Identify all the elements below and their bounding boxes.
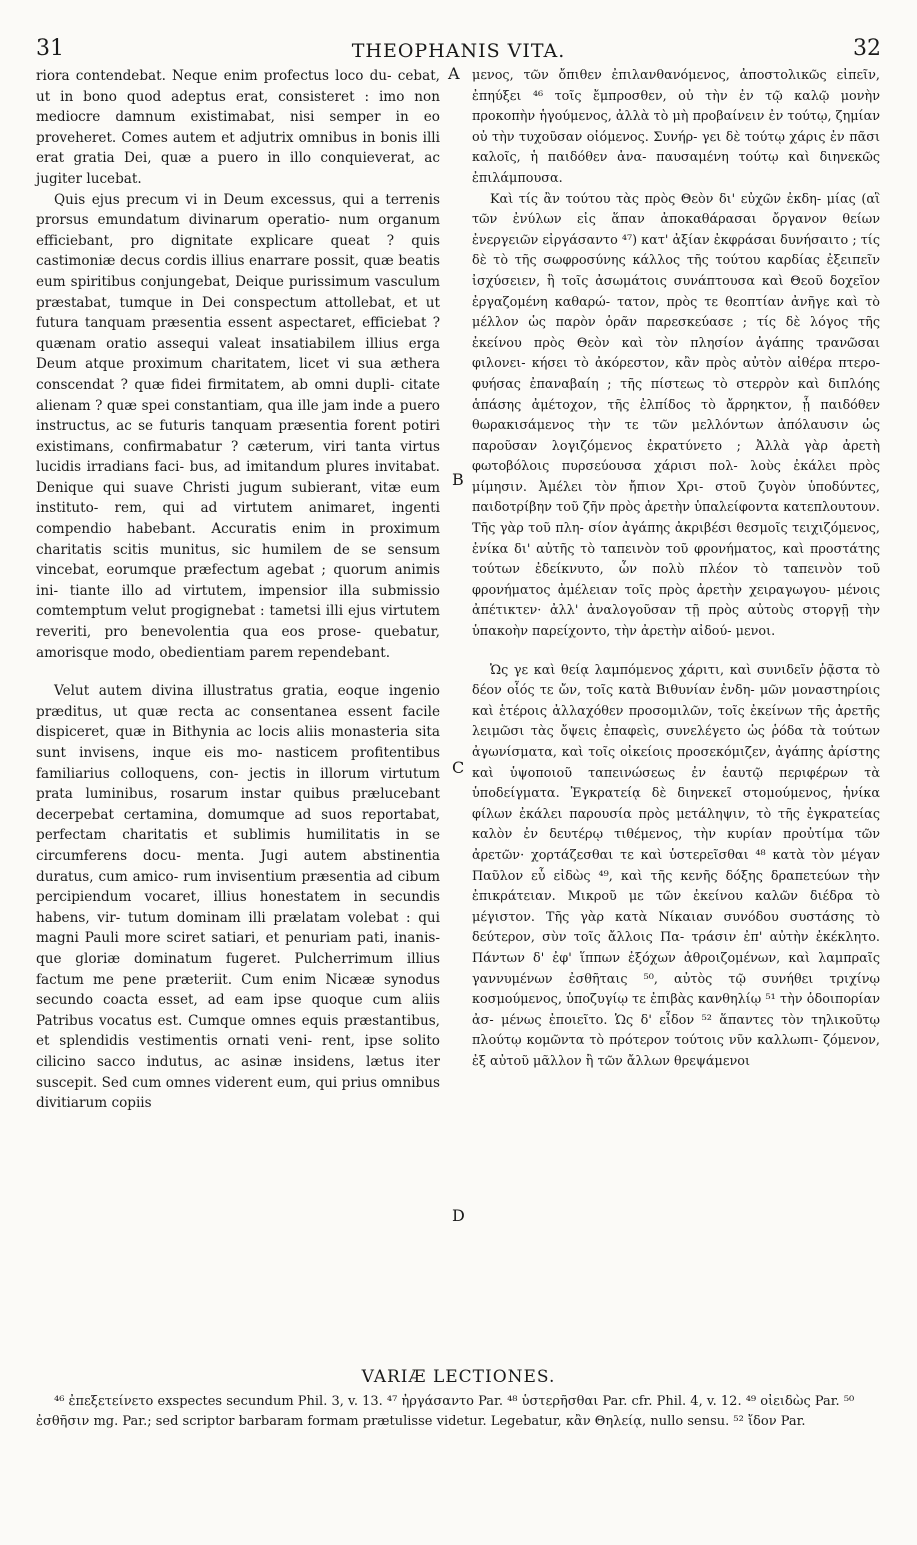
- page-number-right: 32: [853, 36, 881, 61]
- margin-marker-d: D: [452, 1206, 465, 1225]
- latin-column: [36, 66, 440, 1114]
- greek-paragraph: Καὶ τίς ἂν τούτου τὰς πρὸς Θεὸν δι' εὐχῶν ἐκδη- μίας (αἳ τῶν ἐνύλων εἰς ἅπαν ἀποκαθάρασαι ὄργανον θείων ἐνεργειῶν εἰργάσαντο ⁴⁷) κατ' ἀξίαν ἐκφράσαι δυνήσαιτο ; τίς δὲ τὸ τῆς σωφροσύνης κάλλος τῆς τούτου καρδίας ἐξειπεῖν ἰσχύσειεν, ἣ τοῖς ἀσωμάτοις συνάπτουσα καὶ Θεοῦ δοχεῖον ἐργαζομένη καθαρώ- τατον, πρὸς τε θεοπτίαν ἀνῆγε καὶ τὸ μέλλον ὡς παρὸν ὁρᾶν παρεσκεύασε ; τίς δὲ λόγος τῆς ἐκείνου πρὸς Θεὸν καὶ τὸν πλησίον ἀγάπης τρανῶσαι φιλονει- κήσει τὸ ἀκόρεστον, κἂν πρὸς αὐτὸν αἰθέρα πτερο- φυήσας ἐπαναβαίη ; τῆς πίστεως τὸ στερρὸν καὶ διπλόης ἁπάσης ἀμέτοχον, τῆς ἐλπίδος τὸ ἄρρηκτον, ᾗ παιδόθεν θωρακισάμενος τὴν τε τῶν μελλόντων ἀπόλαυσιν ὡς παροῦσαν λογιζόμενος ἐκρατύνετο ; Ἀλλὰ γὰρ ἀρετὴ φωτοβόλοις πυρσεύουσα χάρισι πολ- λοὺς ἐκάλει πρὸς μίμησιν. Ἀμέλει τὸν ἤπιον Χρι- στοῦ ζυγὸν ὑποδύντες, παιδοτρίβην τοῦ ζῆν πρὸς ἀρετὴν ὑπαλείφοντα κατεπλουτουν. Τῆς γὰρ τοῦ πλη- σίον ἀγάπης ἀκριβέσι θεσμοῖς τειχιζόμενος, ἐνίκα δι' αὐτῆς τὸ ταπεινὸν τοῦ φρονήματος, καὶ προστάτης τούτων ἐδείκνυτο, ὧν πολὺ πλέον τὸ ταπεινὸν τοῦ φρονήματος ἀμέλειαν τοῖς πρὸς ἀρετὴν χειραγωγου- μένοις ἀπέτικτεν· ἀλλ' ἀναλογοῦσαν τῇ πρὸς αὐτοὺς στοργῇ τὴν ὑπακοὴν παρείχοντο, τὴν ἀρετὴν αἰδού- μενοι.: [472, 191, 880, 640]
- page-number-left: 31: [36, 36, 64, 61]
- greek-paragraph: Ὡς γε καὶ θείᾳ λαμπόμενος χάριτι, καὶ συνιδεῖν ῥᾷστα τὸ δέον οἷός τε ὤν, τοῖς κατὰ Βιθυνίαν ἐνδη- μῶν μοναστηρίοις καὶ ἑτέροις ἀλλαχόθεν προσομιλῶν, τοῖς ἐκείνων τῆς ἀρετῆς λειμῶσι τὰς ὄψεις ἐπαφεὶς, συνελέγετο ὡς ῥόδα τὰ τούτων ἀγωνίσματα, καὶ τοῖς οἰκείοις προσεκόμιζεν, ἀγάπης ἀρίστης καὶ ὑψοποιοῦ ταπεινώσεως ἐν ἑαυτῷ περιφέρων τὰ ὑποδείγματα. Ἐγκρατείᾳ δὲ διηνεκεῖ στομούμενος, ἡνίκα φίλων ἐκάλει παρουσία πρὸς μετάληψιν, τὸ τῆς ἐγκρατείας καλὸν ἐν δευτέρῳ τιθέμενος, τὴν κυρίαν προὐτίμα τῶν ἀρετῶν· χορτάζεσθαι τε καὶ ὑστερεῖσθαι ⁴⁸ κατὰ τὸν μέγαν Παῦλον εὖ εἰδὼς ⁴⁹, καὶ τῆς κενῆς δόξης δραπετεύων τὴν ἐπικράτειαν. Μικροῦ με τῶν ἐκείνου καλῶν διέδρα τὸ μέγιστον. Τῆς γὰρ κατὰ Νίκαιαν συνόδου συστάσης τὸ δεύτερον, σὺν τοῖς ἄλλοις Πα- τράσιν ἐπ' αὐτὴν ἐκέκλητο. Πάντων δ' ἐφ' ἵππων ἐξόχων ἀθροιζομένων, καὶ λαμπραῖς γαννυμένων ἐσθῆταις ⁵⁰, αὐτὸς τῷ συνήθει τριχίνῳ κοσμούμενος, ὑποζυγίῳ τε ἐπιβὰς κανθηλίῳ ⁵¹ τὴν ὁδοιπορίαν ἀσ- μένως ἐποιεῖτο. Ὡς δ' εἶδον ⁵² ἅπαντες τὸν τηλικοῦτῳ πλούτῳ κομῶντα τὸ πρότερον τούτοις νῦν καλλωπι- ζόμενον, ἐξ αὐτοῦ μᾶλλον ἢ τῶν ἄλλων θρεψάμενοι: [472, 662, 880, 1069]
- variae-lectiones-notes: [36, 1392, 881, 1432]
- greek-paragraph: μενος, τῶν ὄπιθεν ἐπιλανθανόμενος, ἀποστολικῶς εἰπεῖν, ἐπηύξει ⁴⁶ τοῖς ἔμπροσθεν, οὐ τὴν ἐν τῷ καλῷ μονὴν προκοπὴν ἡγούμενος, ἀλλὰ τὸ μὴ προβαίνειν ἐν τούτῳ, ζημίαν οὐ τὴν τυχοῦσαν οἰόμενος. Συνήρ- γει δὲ τούτῳ χάρις ἐν πᾶσι καλοῖς, ἡ παιδόθεν ἀνα- παυσαμένη τούτῳ καὶ διηνεκῶς ἐπιλάμπουσα.: [472, 68, 880, 186]
- variae-lectiones-title: VARIÆ LECTIONES.: [361, 1367, 556, 1387]
- margin-marker-c: C: [452, 758, 465, 777]
- running-title: THEOPHANIS VITA.: [351, 40, 566, 62]
- latin-paragraph: Velut autem divina illustratus gratia, eoque ingenio præditus, ut quæ recta ac consentanea essent facile dispiceret, quæ in Bithynia ac locis aliis monasteria sita sunt invisens, inque eis mo- nasticem profitentibus familiarius colloquens, con- jectis in illorum virtutum prata luminibus, rosarum instar quibus prælucebant decerpebat certamina, domumque ad suos reportabat, perfectam charitatis et sublimis humilitatis in se circumferens docu- menta. Jugi autem abstinentia duratus, cum amico- rum invisentium præsentia ad cibum percipiendum vocaret, illius honestatem in secundis habens, vir- tutum dominam illi prælatam volebat : qui magni Pauli more sciret satiari, et penuriam pati, inanis- que gloriæ dominatum fugeret. Pulcherrimum illius factum me pene præteriit. Cum enim Nicææ synodus secundo coacta esset, ad eam ipse quoque cum aliis Patribus vocatus est. Cumque omnes equis præstantibus, et splendidis vestimentis ornati veni- rent, ipse solito cilicino sacco indutus, ac asinæ insidens, lætus iter suscepit. Sed cum omnes viderent eum, qui prius omnibus divitiarum copiis: [36, 683, 440, 1112]
- variant-notes-text: ⁴⁶ ἐπεξετείνετο exspectes secundum Phil. 3, v. 13. ⁴⁷ ἠργάσαντο Par. ⁴⁸ ὑστερῆσθαι Par. cfr. Phil. 4, v. 12. ⁴⁹ οἰειδὼς Par. ⁵⁰ ἐσθῆσιν mg. Par.; sed scriptor barbaram formam prætulisse videtur. Legebatur, κἂν Θηλείᾳ, nullo sensu. ⁵² ἴδον Par.: [36, 1394, 855, 1429]
- running-header: [36, 36, 881, 64]
- latin-paragraph: riora contendebat. Neque enim profectus loco du- cebat, ut in bono quod adeptus erat, consisteret : imo non mediocre damnum existimabat, nisi semper in eo proveheret. Comes autem et adjutrix omnibus in bonis illi erat gratia Dei, quæ a puero in illo conquieverat, ac jugiter lucebat.: [36, 68, 440, 187]
- margin-marker-b: B: [452, 470, 464, 489]
- latin-paragraph: Quis ejus precum vi in Deum excessus, qui a terrenis prorsus emundatum divinarum operatio- num organum efficiebant, pro dignitate explicare queat ? quis castimoniæ decus cordis illius enarrare possit, quæ beatis eum spiritibus conjungebat, Deique purissimum vasculum præstabat, tumque in Dei conspectum attollebat, et ut futura tanquam præsentia essent aspectaret, efficiebat ? quænam oratio assequi valeat insatiabilem illius erga Deum atque proximum charitatem, licet vi sua æthera conscendat ? quæ fidei firmitatem, ab omni dupli- citate alienam ? quæ spei constantiam, qua ille jam inde a puero instructus, ac se futuris tanquam præsentia forent potiri existimans, confirmabatur ? cæterum, viri tanta virtus lucidis irradians faci- bus, ad imitandum plures invitabat. Denique qui suave Christi jugum subierant, vitæ eum instituto- rem, qui ad virtutem animaret, ingenti compendio habebant. Accuratis enim in proximum charitatis scitis munitus, sic humilem de se sensum vincebat, eorumque præfectum agebat ; quorum animis ini- tiante illo ad virtutem, impensior illa submissio comtemptum velut progignebat : tametsi illi ejus virtutem reveriti, pro benevolentia qua eos prose- quebatur, amorisque modo, obedientiam parem rependebant.: [36, 191, 440, 661]
- greek-column: [472, 66, 880, 1073]
- margin-marker-a: A: [448, 64, 460, 83]
